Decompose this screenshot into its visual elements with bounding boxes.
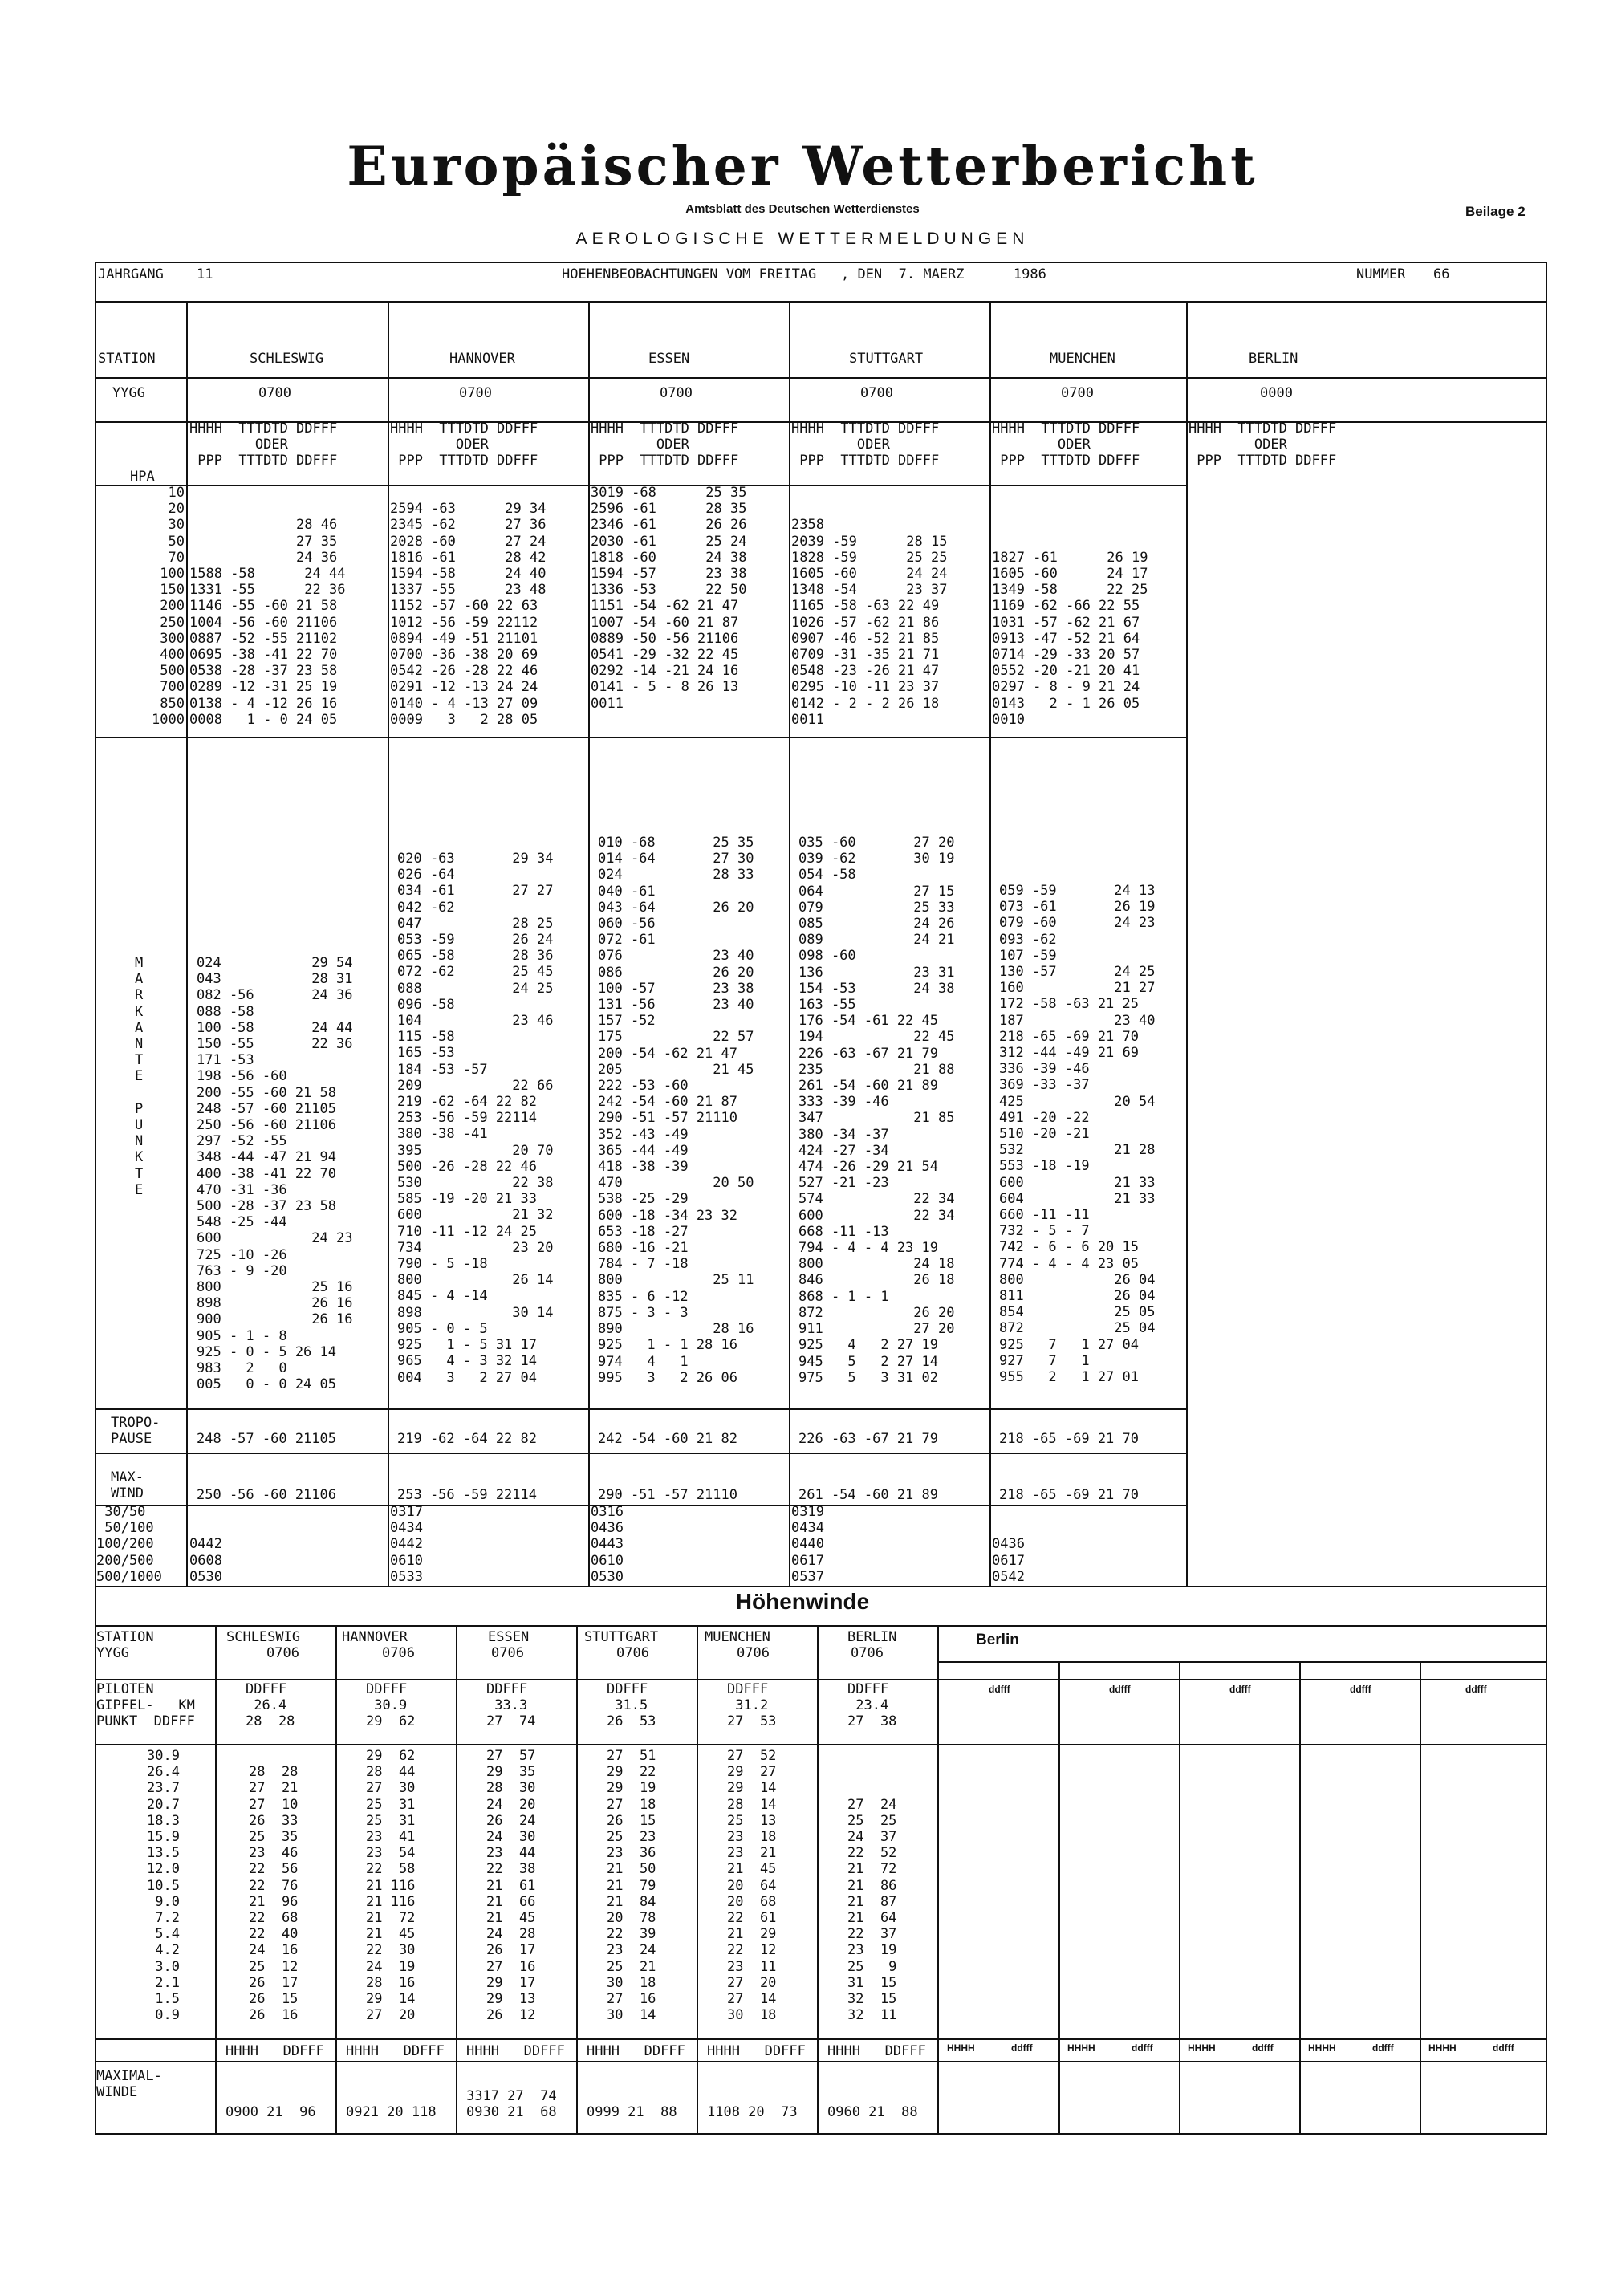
station-name: ESSEN [648,351,690,367]
page-title: Europäischer Wetterbericht [347,135,1258,197]
jahrgang-label: JAHRGANG [98,266,164,282]
max-head: HHHH DDFFF [226,2043,324,2059]
rule [95,2133,1547,2135]
col-line [588,301,590,1586]
hw-head: DDFFF 30.9 29 62 [366,1681,416,1730]
layer-values: 0317 0434 0442 0610 0533 [390,1504,423,1585]
ddfff-label: ddfff [1011,2042,1033,2054]
section-title: AEROLOGISCHE WETTERMELDUNGEN [575,230,1030,248]
station-name: HANNOVER [449,351,515,367]
ddfff-label: ddfff [989,1684,1010,1695]
markante-essen: 010 -68 25 35 014 -64 27 30 024 28 33 040 -61 043 -64 26 20 060 -56 072 -61 076 23 40 086 26 20 100 -57 23 38 131 -56 23 40 157 -52 175 22 57 200 -54 -62 21 47 205 21 45 222 -53 -60 242 -54 -60 21 87 290 -51 -57 21110 352 -43 -49 365 -44 -49 418 -38 -39 470 20 50 538 -25 -29 600 -18 -34 23 32 653 -18 -27 680 -16 -21 784 - 7 -18 800 25 11 835 - 6 -12 875 - 3 - 3 890 28 16 925 1 - 1 28 16 974 4 1 995 3 2 26 06 [598,835,754,1386]
station-name: STUTTGART [849,351,924,367]
ddfff-label: ddfff [1132,2042,1153,2054]
hhhh-label: HHHH [1428,2042,1457,2054]
beilage-label: Beilage 2 [1465,204,1526,219]
max-head: HHHH DDFFF [346,2043,445,2059]
hw-winds-stuttgart: 27 51 29 22 29 19 27 18 26 15 25 23 23 36 21 50 21 79 21 84 20 78 22 39 23 24 25 21 30 18 27 16 30 14 [607,1748,656,2024]
col-line [937,1625,939,2133]
hw-station: HANNOVER 0706 [342,1629,415,1662]
layer-values: 0436 0617 0542 [992,1536,1025,1585]
berlin-form-title: Berlin [976,1632,1019,1648]
rule [95,301,1547,303]
hoehenwinde-title: Höhenwinde [735,1589,870,1614]
level-data-schleswig: 28 46 27 35 24 36 1588 -58 24 44 1331 -55 22 36 1146 -55 -60 21 58 1004 -56 -60 21106 0887 -52 -55 21102 0695 -38 -41 22 70 0538 -28 -37 23 58 0289 -12 -31 25 19 0138 - 4 -12 26 16 0008 1 - 0 24 05 [189,517,346,728]
maxwind-value: 250 -56 -60 21106 [197,1487,336,1503]
hw-head: DDFFF 31.5 26 53 [607,1681,656,1730]
maxwind-value: 261 -54 -60 21 89 [798,1487,938,1503]
col-line [335,1625,337,2133]
col-line [817,1625,819,2133]
ddfff-label: ddfff [1109,1684,1131,1695]
observation-line: HOEHENBEOBACHTUNGEN VOM FREITAG , DEN 7. MAERZ 1986 [562,266,1046,282]
markante-muenchen: 059 -59 24 13 073 -61 26 19 079 -60 24 23 093 -62 107 -59 130 -57 24 25 160 21 27 172 -58 -63 21 25 187 23 40 218 -65 -69 21 70 312 -44 -49 21 69 336 -39 -46 369 -33 -37 425 20 54 491 -20 -22 510 -20 -21 532 21 28 553 -18 -19 600 21 33 604 21 33 660 -11 -11 732 - 5 - 7 742 - 6 - 6 20 15 774 - 4 - 4 23 05 800 26 04 811 26 04 854 25 05 872 25 04 925 7 1 27 04 927 7 1 955 2 1 27 01 [999,883,1156,1386]
hw-winds-hannover: 29 62 28 44 27 30 25 31 25 31 23 41 23 54 22 58 21 116 21 116 21 72 21 45 22 30 24 19 28 16 29 14 27 20 [366,1748,416,2024]
col-line [1186,301,1188,1586]
maximal-winde-label: MAXIMAL- WINDE [96,2068,162,2101]
col-line [1179,1661,1180,2133]
rule [95,377,1547,379]
hw-winds-essen: 27 57 29 35 28 30 24 20 26 24 24 30 23 44 22 38 21 61 21 66 21 45 24 28 26 17 27 16 29 17 29 13 26 12 [486,1748,536,2024]
layer-values: 0316 0436 0443 0610 0530 [591,1504,624,1585]
yygg-value: 0700 [1061,385,1094,401]
maxwind-label: MAX- WIND [111,1469,144,1502]
tropopause-value: 248 -57 -60 21105 [197,1431,336,1447]
yygg-value: 0700 [258,385,291,401]
markante-stuttgart: 035 -60 27 20 039 -62 30 19 054 -58 064 27 15 079 25 33 085 24 26 089 24 21 098 -60 136 23 31 154 -53 24 38 163 -55 176 -54 -61 22 45 194 22 45 226 -63 -67 21 79 235 21 88 261 -54 -60 21 89 333 -39 -46 347 21 85 380 -34 -37 424 -27 -34 474 -26 -29 21 54 527 -21 -23 574 22 34 600 22 34 668 -11 -13 794 - 4 - 4 23 19 800 24 18 846 26 18 868 - 1 - 1 872 26 20 911 27 20 925 4 2 27 19 945 5 2 27 14 975 5 3 31 02 [798,835,955,1386]
maxwind-value: 218 -65 -69 21 70 [999,1487,1139,1503]
hw-station: ESSEN 0706 [488,1629,530,1662]
col-line [697,1625,698,2133]
pressure-levels: 10 20 30 50 70 100 150 200 250 300 400 500 700 850 1000 [152,485,185,728]
maxwind-value: 253 -56 -59 22114 [397,1487,537,1503]
yygg-value: 0000 [1260,385,1293,401]
hhhh-label: HHHH [1308,2042,1336,2054]
rule [95,1625,1547,1627]
max-head: HHHH DDFFF [466,2043,565,2059]
rule [95,1679,1547,1680]
hw-head: DDFFF 26.4 28 28 [246,1681,295,1730]
col-line [989,301,991,1586]
nummer-value: 66 [1433,266,1450,282]
hw-head: DDFFF 33.3 27 74 [486,1681,536,1730]
yygg-value: 0700 [459,385,492,401]
max-value: 0921 20 118 [346,2104,437,2120]
hw-head: DDFFF 31.2 27 53 [727,1681,777,1730]
col-line [1299,1661,1301,2133]
column-head: HHHH TTTDTD DDFFF ODER PPP TTTDTD DDFFF [791,421,940,469]
layer-values: 0319 0434 0440 0617 0537 [791,1504,824,1585]
yygg-value: 0700 [660,385,693,401]
station-label: STATION [98,351,156,367]
frame-right [1546,262,1547,2135]
rule [95,1453,1186,1454]
hhhh-label: HHHH [947,2042,975,2054]
col-line [576,1625,578,2133]
level-data-hannover: 2594 -63 29 34 2345 -62 27 36 2028 -60 27 24 1816 -61 28 42 1594 -58 24 40 1337 -55 23 48 1152 -57 -60 22 63 1012 -56 -59 22112 0894 -49 -51 21101 0700 -36 -38 20 69 0542 -26 -28 22 46 0291 -12 -13 24 24 0140 - 4 -13 27 09 0009 3 2 28 05 [390,501,547,728]
rule [95,1744,1547,1745]
station-name: BERLIN [1249,351,1298,367]
level-data-stuttgart: 2358 2039 -59 28 15 1828 -59 25 25 1605 -60 24 24 1348 -54 23 37 1165 -58 -63 22 49 1026 -57 -62 21 86 0907 -46 -52 21 85 0709 -31 -35 21 71 0548 -23 -26 21 47 0295 -10 -11 23 37 0142 - 2 - 2 26 18 0011 [791,517,948,728]
max-value: 0999 21 88 [587,2104,677,2120]
markante-hannover: 020 -63 29 34 026 -64 034 -61 27 27 042 -62 047 28 25 053 -59 26 24 065 -58 28 36 072 -62 25 45 088 24 25 096 -58 104 23 46 115 -58 165 -53 184 -53 -57 209 22 66 219 -62 -64 22 82 253 -56 -59 22114 380 -38 -41 395 20 70 500 -26 -28 22 46 530 22 38 585 -19 -20 21 33 600 21 32 710 -11 -12 24 25 734 23 20 790 - 5 -18 800 26 14 845 - 4 -14 898 30 14 905 - 0 - 5 925 1 - 5 31 17 965 4 - 3 32 14 004 3 2 27 04 [397,851,554,1386]
ddfff-label: ddfff [1229,1684,1251,1695]
hpa-label: HPA [130,469,155,485]
markante-punkte-label: M A R K A N T E P U N K T E [135,955,144,1198]
ddfff-label: ddfff [1465,1684,1487,1695]
max-value: 0900 21 96 [226,2104,316,2120]
ddfff-label: ddfff [1252,2042,1274,2054]
rule [95,2038,1547,2040]
hw-winds-muenchen: 27 52 29 27 29 14 28 14 25 13 23 18 23 21 21 45 20 64 20 68 22 61 21 29 22 12 23 11 27 20 27 14 30 18 [727,1748,777,2024]
station-name: MUENCHEN [1050,351,1115,367]
rule [95,737,1186,738]
rule [95,2061,1547,2062]
hw-station: SCHLESWIG 0706 [226,1629,301,1662]
rule [95,1408,1186,1410]
level-data-muenchen: 1827 -61 26 19 1605 -60 24 17 1349 -58 22 25 1169 -62 -66 22 55 1031 -57 -62 21 67 0913 -47 -52 21 64 0714 -29 -33 20 57 0552 -20 -21 20 41 0297 - 8 - 9 21 24 0143 2 - 1 26 05 0010 [992,549,1148,728]
hw-station: MUENCHEN 0706 [705,1629,770,1662]
col-line [388,301,389,1586]
max-head: HHHH DDFFF [827,2043,926,2059]
column-head: HHHH TTTDTD DDFFF ODER PPP TTTDTD DDFFF [992,421,1140,469]
max-value: 3317 27 74 0930 21 68 [466,2088,557,2121]
hw-winds-berlin: 27 24 25 25 24 37 22 52 21 72 21 86 21 87 21 64 22 37 23 19 25 9 31 15 32 15 32 11 [847,1796,897,2024]
tropopause-value: 219 -62 -64 22 82 [397,1431,537,1447]
tropopause-value: 226 -63 -67 21 79 [798,1431,938,1447]
hw-head: DDFFF 23.4 27 38 [847,1681,897,1730]
col-line [1420,1661,1421,2133]
hw-winds-schleswig: 28 28 27 21 27 10 26 33 25 35 23 46 22 56 22 76 21 96 22 68 22 40 24 16 25 12 26 17 26 15 26 16 [249,1764,299,2024]
max-value: 1108 20 73 [707,2104,798,2120]
rule [937,1661,1546,1663]
hw-station-label: STATION YYGG [96,1629,154,1662]
col-line [456,1625,457,2133]
column-head: HHHH TTTDTD DDFFF ODER PPP TTTDTD DDFFF [591,421,739,469]
layer-values: 0442 0608 0530 [189,1536,222,1585]
rule-top [95,262,1547,263]
markante-schleswig: 024 29 54 043 28 31 082 -56 24 36 088 -58 100 -58 24 44 150 -55 22 36 171 -53 198 -56 -60 200 -55 -60 21 58 248 -57 -60 21105 250 -56 -60 21106 297 -52 -55 348 -44 -47 21 94 400 -38 -41 22 70 470 -31 -36 500 -28 -37 23 58 548 -25 -44 600 24 23 725 -10 -26 763 - 9 -20 800 25 16 898 26 16 900 26 16 905 - 1 - 8 925 - 0 - 5 26 14 983 2 0 005 0 - 0 24 05 [197,955,353,1393]
hhhh-label: HHHH [1188,2042,1216,2054]
tropopause-value: 242 -54 -60 21 82 [598,1431,737,1447]
max-value: 0960 21 88 [827,2104,918,2120]
ddfff-label: ddfff [1350,1684,1371,1695]
ddfff-label: ddfff [1493,2042,1514,2054]
col-line [186,301,188,1586]
hhhh-label: HHHH [1067,2042,1095,2054]
rule [95,1586,1547,1587]
page-subtitle: Amtsblatt des Deutschen Wetterdienstes [685,202,920,216]
column-head: HHHH TTTDTD DDFFF ODER PPP TTTDTD DDFFF [1189,421,1337,469]
ddfff-label: ddfff [1372,2042,1394,2054]
maxwind-value: 290 -51 -57 21110 [598,1487,737,1503]
col-line [215,1625,217,2133]
column-head: HHHH TTTDTD DDFFF ODER PPP TTTDTD DDFFF [189,421,338,469]
nummer-label: NUMMER [1356,266,1406,282]
tropopause-label: TROPO- PAUSE [111,1415,160,1448]
station-name: SCHLESWIG [250,351,324,367]
col-line [789,301,790,1586]
max-head: HHHH DDFFF [587,2043,685,2059]
yygg-value: 0700 [860,385,893,401]
piloten-label: PILOTEN GIPFEL- KM PUNKT DDFFF [96,1681,195,1730]
hw-station: BERLIN 0706 [847,1629,897,1662]
column-head: HHHH TTTDTD DDFFF ODER PPP TTTDTD DDFFF [390,421,538,469]
tropopause-value: 218 -65 -69 21 70 [999,1431,1139,1447]
jahrgang-value: 11 [197,266,213,282]
hw-heights: 30.9 26.4 23.7 20.7 18.3 15.9 13.5 12.0 10.5 9.0 7.2 5.4 4.2 3.0 2.1 1.5 0.9 [147,1748,180,2024]
level-data-essen: 3019 -68 25 35 2596 -61 28 35 2346 -61 26 26 2030 -61 25 24 1818 -60 24 38 1594 -57 23 38 1336 -53 22 50 1151 -54 -62 21 47 1007 -54 -60 21 87 0889 -50 -56 21106 0541 -29 -32 22 45 0292 -14 -21 24 16 0141 - 5 - 8 26 13 0011 [591,485,747,712]
layer-labels: 30/50 50/100 100/200 200/500 500/1000 [96,1504,162,1585]
hw-station: STUTTGART 0706 [584,1629,659,1662]
col-line [1058,1661,1060,2133]
yygg-label: YYGG [112,385,145,401]
max-head: HHHH DDFFF [707,2043,806,2059]
